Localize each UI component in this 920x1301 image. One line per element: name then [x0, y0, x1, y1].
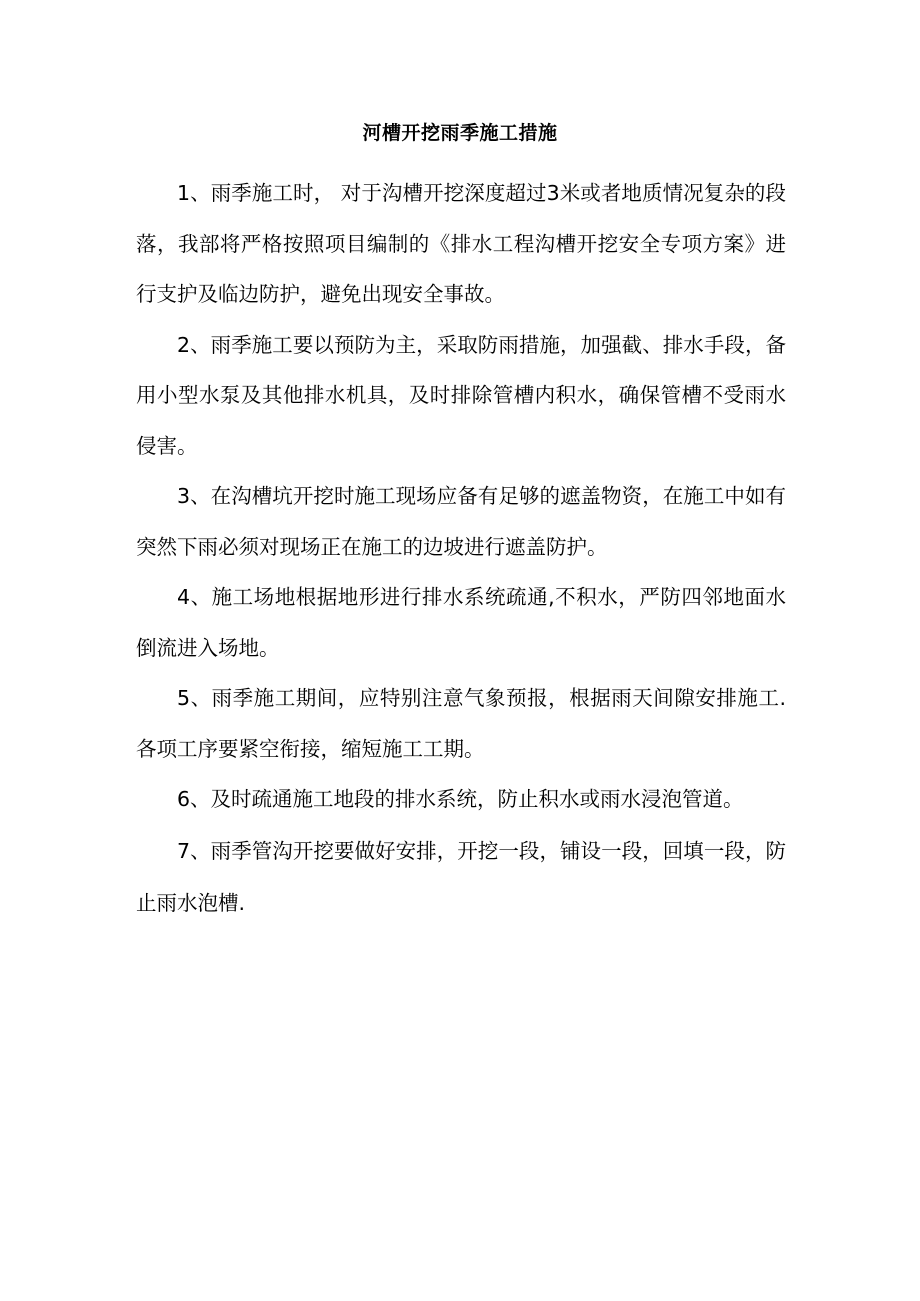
paragraph-6: 6、及时疏通施工地段的排水系统，防止积水或雨水浸泡管道。	[177, 787, 744, 811]
paragraph-3: 3、在沟槽坑开挖时施工现场应备有足够的遮盖物资，在施工中如有突然下雨必须对现场正在施工的边坡进行遮盖防护。	[136, 484, 786, 559]
paragraph-2: 2、雨季施工要以预防为主，采取防雨措施，加强截、排水手段，备用小型水泵及其他排水机具，及时排除管槽内积水，确保管槽不受雨水侵害。	[136, 332, 786, 458]
paragraph-7: 7、雨季管沟开挖要做好安排，开挖一段，铺设一段，回填一段，防止雨水泡槽.	[136, 838, 786, 915]
paragraph-5: 5、雨季施工期间，应特别注意气象预报，根据雨天间隙安排施工.各项工序要紧空衔接，缩短施工工期。	[136, 686, 786, 761]
document-body	[136, 168, 786, 929]
document-title: 河槽开挖雨季施工措施	[362, 122, 558, 144]
paragraph-1: 1、雨季施工时， 对于沟槽开挖深度超过3米或者地质情况复杂的段落，我部将严格按照项目编制的《排水工程沟槽开挖安全专项方案》进行支护及临边防护，避免出现安全事故。	[136, 181, 786, 306]
paragraph-4: 4、施工场地根据地形进行排水系统疏通,不积水，严防四邻地面水倒流进入场地。	[136, 585, 786, 660]
